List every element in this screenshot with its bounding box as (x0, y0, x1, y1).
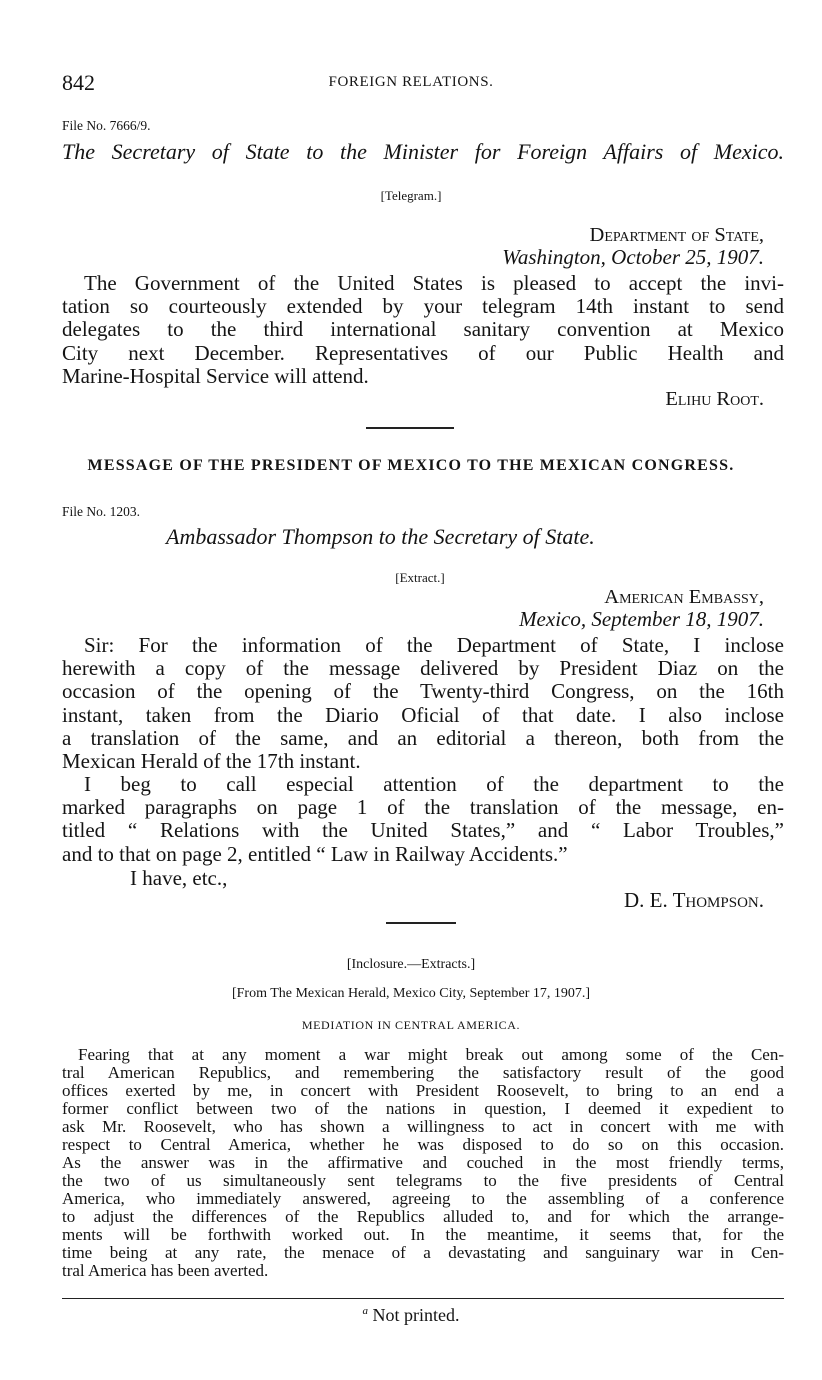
telegram-body (62, 272, 784, 388)
document-title: The Secretary of State to the Minister for Foreign Affairs of Mexico. (62, 139, 784, 164)
dateline-date: Mexico, September 18, 1907. (519, 607, 764, 631)
closing: I have, etc., (130, 866, 228, 890)
file-number: File No. 7666/9. (62, 118, 151, 133)
text-line: Sir: For the information of the Department of State, I inclose (84, 633, 784, 657)
letter-paragraph-2 (62, 773, 784, 866)
text-line: tral American Republics, and remembering the satisfactory result of the good (62, 1063, 784, 1082)
text-line: tral America has been averted. (62, 1261, 269, 1280)
inclosure-subheading: MEDIATION IN CENTRAL AMERICA. (301, 1018, 521, 1032)
text-line: The Government of the United States is pleased to accept the invi- (84, 271, 784, 295)
text-line: the two of us simultaneously sent telegrams to the five presidents of Central (62, 1171, 784, 1190)
document-type: [Telegram.] (380, 188, 442, 203)
document-type: [Extract.] (395, 570, 445, 585)
text-line: City next December. Representatives of our Public Health and (62, 340, 784, 365)
text-line: herewith a copy of the message delivered by President Diaz on the (62, 656, 784, 681)
signature (624, 888, 764, 913)
dateline-date: Washington, October 25, 1907. (502, 245, 764, 269)
running-head: FOREIGN RELATIONS. (328, 74, 494, 90)
signature-text: D. E. Thompson. (623, 888, 764, 912)
text-line: As the answer was in the affirmative and couched in the most friendly terms, (62, 1153, 784, 1172)
text-line: to adjust the differences of the Republics alluded to, and for which the arrange- (62, 1207, 784, 1226)
text-line: and to that on page 2, entitled “ Law in Railway Accidents.” (62, 841, 568, 866)
divider (386, 922, 456, 924)
text-line: Marine-Hospital Service will attend. (62, 363, 369, 388)
inclosure-source: [From The Mexican Herald, Mexico City, September 17, 1907.] (231, 986, 591, 1001)
text-line: a translation of the same, and an editorial a thereon, both from the (62, 725, 784, 750)
footnote (0, 1305, 822, 1326)
signature: Elihu Root. (665, 388, 764, 410)
text-line: titled “ Relations with the United States,” and “ Labor Troubles,” (62, 818, 784, 843)
section-heading: MESSAGE OF THE PRESIDENT OF MEXICO TO THE MEXICAN CONGRESS. (87, 457, 735, 474)
text-line: respect to Central America, whether he was disposed to do so on this occasion. (62, 1135, 784, 1154)
dateline-place: Department of State, (589, 224, 764, 246)
text-line: Fearing that at any moment a war might break out among some of the Cen- (78, 1045, 784, 1064)
text-line: instant, taken from the Diario Oficial of that date. I also inclose (62, 702, 784, 727)
page-number: 842 (62, 70, 95, 95)
text-line: time being at any rate, the menace of a devastating and sanguinary war in Cen- (62, 1243, 784, 1262)
letter-paragraph-1 (62, 634, 784, 773)
text-line: I beg to call especial attention of the department to the (84, 772, 784, 796)
document-title: Ambassador Thompson to the Secretary of State. (166, 524, 595, 549)
text-line: offices exerted by me, in concert with President Roosevelt, to bring to an end a (62, 1081, 784, 1100)
dateline-place: American Embassy, (604, 586, 764, 608)
inclosure-label: [Inclosure.—Extracts.] (346, 957, 476, 972)
divider (366, 427, 454, 429)
text-line: Mexican Herald of the 17th instant. (62, 749, 361, 774)
text-line: ments will be forthwith worked out. In the meantime, it seems that, for the (62, 1225, 784, 1244)
text-line: America, who immediately answered, agreeing to the assembling of a conference (62, 1189, 784, 1208)
footnote-rule (62, 1298, 784, 1299)
footnote-text: Not printed. (372, 1305, 460, 1325)
text-line: marked paragraphs on page 1 of the translation of the message, en- (62, 795, 784, 820)
footnote-marker: a (362, 1305, 368, 1317)
inclosure-body (62, 1046, 784, 1280)
text-line: ask Mr. Roosevelt, who has shown a willingness to act in concert with me with (62, 1117, 784, 1136)
text-line: tation so courteously extended by your telegram 14th instant to send (62, 294, 784, 319)
text-line: delegates to the third international sanitary convention at Mexico (62, 317, 784, 342)
file-number: File No. 1203. (62, 504, 141, 519)
text-line: former conflict between two of the nations in question, I deemed it expedient to (62, 1099, 784, 1118)
text-line: occasion of the opening of the Twenty-third Congress, on the 16th (62, 679, 784, 704)
